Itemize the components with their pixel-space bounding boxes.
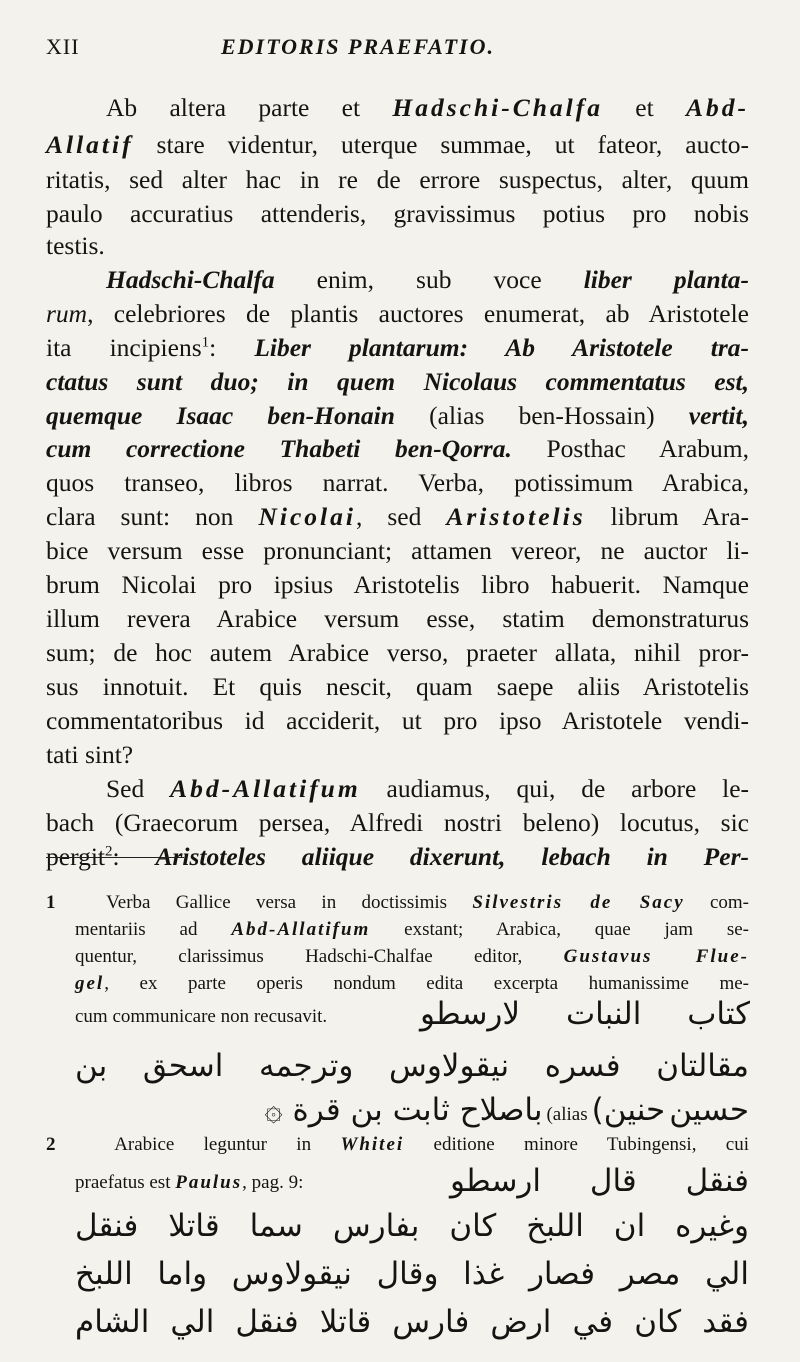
text-line: sum; de hoc autem Arabice verso, praeter allata, nihil pror- (46, 638, 749, 667)
text-line: sus innotuit. Et quis nescit, quam saepe aliis Aristotelis (46, 672, 749, 701)
page-number: XII (46, 34, 80, 59)
text-line: ritatis, sed alter hac in re de errore suspectus, alter, quum (46, 165, 749, 194)
footnote-mark: 2 (46, 1134, 56, 1155)
text-line: testis. (46, 231, 105, 260)
text-line: quos transeo, libros narrat. Verba, potissimum Arabica, (46, 468, 749, 497)
arabic-line: مقالتان فسره نيقولاوس وترجمه اسحق بن (75, 1048, 749, 1084)
footnote-line: 1 Verba Gallice versa in doctissimis Silvestris de Sacy com- (46, 892, 750, 913)
text-line: bach (Graecorum persea, Alfredi nostri beleno) locutus, sic (46, 808, 749, 837)
text-line: Sed Abd-Allatifum audiamus, qui, de arbore le- (106, 774, 750, 803)
footnote-rule (46, 857, 184, 858)
text-line: bice versum esse pronunciant; attamen vereor, ne auctor li- (46, 536, 749, 565)
arabic-line: الي مصر فصار غذا وقال نيقولاوس واما اللبخ (75, 1256, 749, 1292)
footnote-line: praefatus est Paulus, pag. 9: (75, 1172, 304, 1193)
text-line: tati sint? (46, 740, 134, 769)
footnote-mark: 1 (46, 892, 56, 913)
text-line: Allatif stare videntur, uterque summae, ut fateor, aucto- (46, 130, 749, 159)
footnote-line: cum communicare non recusavit. (75, 1006, 328, 1027)
arabic-line: فقد كان في ارض فارس قاتلا فنقل الي الشام (75, 1304, 749, 1340)
text-line: paulo accuratius attenderis, gravissimus potius pro nobis (46, 199, 749, 228)
arabic-line: وغيره ان اللبخ كان بفارس سما قاتلا فنقل (75, 1208, 749, 1244)
page-header (46, 34, 760, 74)
text-line: illum revera Arabice versum esse, statim demonstraturus (46, 604, 749, 633)
arabic-line: كتاب النبات لارسطو (420, 996, 750, 1032)
footnote-line: quentur, clarissimus Hadschi-Chalfae editor, Gustavus Flue- (75, 946, 749, 967)
text-line: brum Nicolai pro ipsius Aristotelis libro habuerit. Namque (46, 570, 749, 599)
footnote-line: gel, ex parte operis nondum edita excerpta humanissime me- (75, 973, 749, 994)
arabic-line-mixed: حسين حنين) (alias باصلاح ثابت بن قرة ۞ (264, 1092, 749, 1128)
text-line: clara sunt: non Nicolai, sed Aristotelis librum Ara- (46, 502, 750, 531)
footnote-line: mentariis ad Abd-Allatifum exstant; Arabica, quae jam se- (75, 919, 750, 940)
text-line: commentatoribus id acciderit, ut pro ipso Aristotele vendi- (46, 706, 749, 735)
footnote-line: 2 Arabice leguntur in Whitei editione minore Tubingensi, cui (46, 1134, 749, 1155)
footnote-ref-2: 2 (105, 843, 113, 860)
text-line: Hadschi-Chalfa enim, sub voce liber planta- (106, 265, 749, 294)
text-line: Ab altera parte et Hadschi-Chalfa et Abd- (106, 93, 749, 122)
text-line: rum, celebriores de plantis auctores enumerat, ab Aristotele (46, 299, 749, 328)
text-line: ita incipiens$^1$: Liber plantarum: Ab Aristotele tra- (46, 333, 749, 362)
text-line: ctatus sunt duo; in quem Nicolaus commentatus est, (46, 367, 749, 396)
arabic-line: فنقل قال ارسطو (450, 1163, 749, 1199)
text-line: pergit$^2$: Aristoteles aliique dixerunt, lebach in Per- (46, 842, 749, 871)
text-line: cum correctione Thabeti ben-Qorra. Posthac Arabum, (46, 434, 749, 463)
footnote-ref-1: 1 (201, 334, 210, 351)
text-line: quemque Isaac ben-Honain (alias ben-Hossain) vertit, (46, 401, 749, 430)
running-title: EDITORIS PRAEFATIO. (221, 34, 495, 59)
